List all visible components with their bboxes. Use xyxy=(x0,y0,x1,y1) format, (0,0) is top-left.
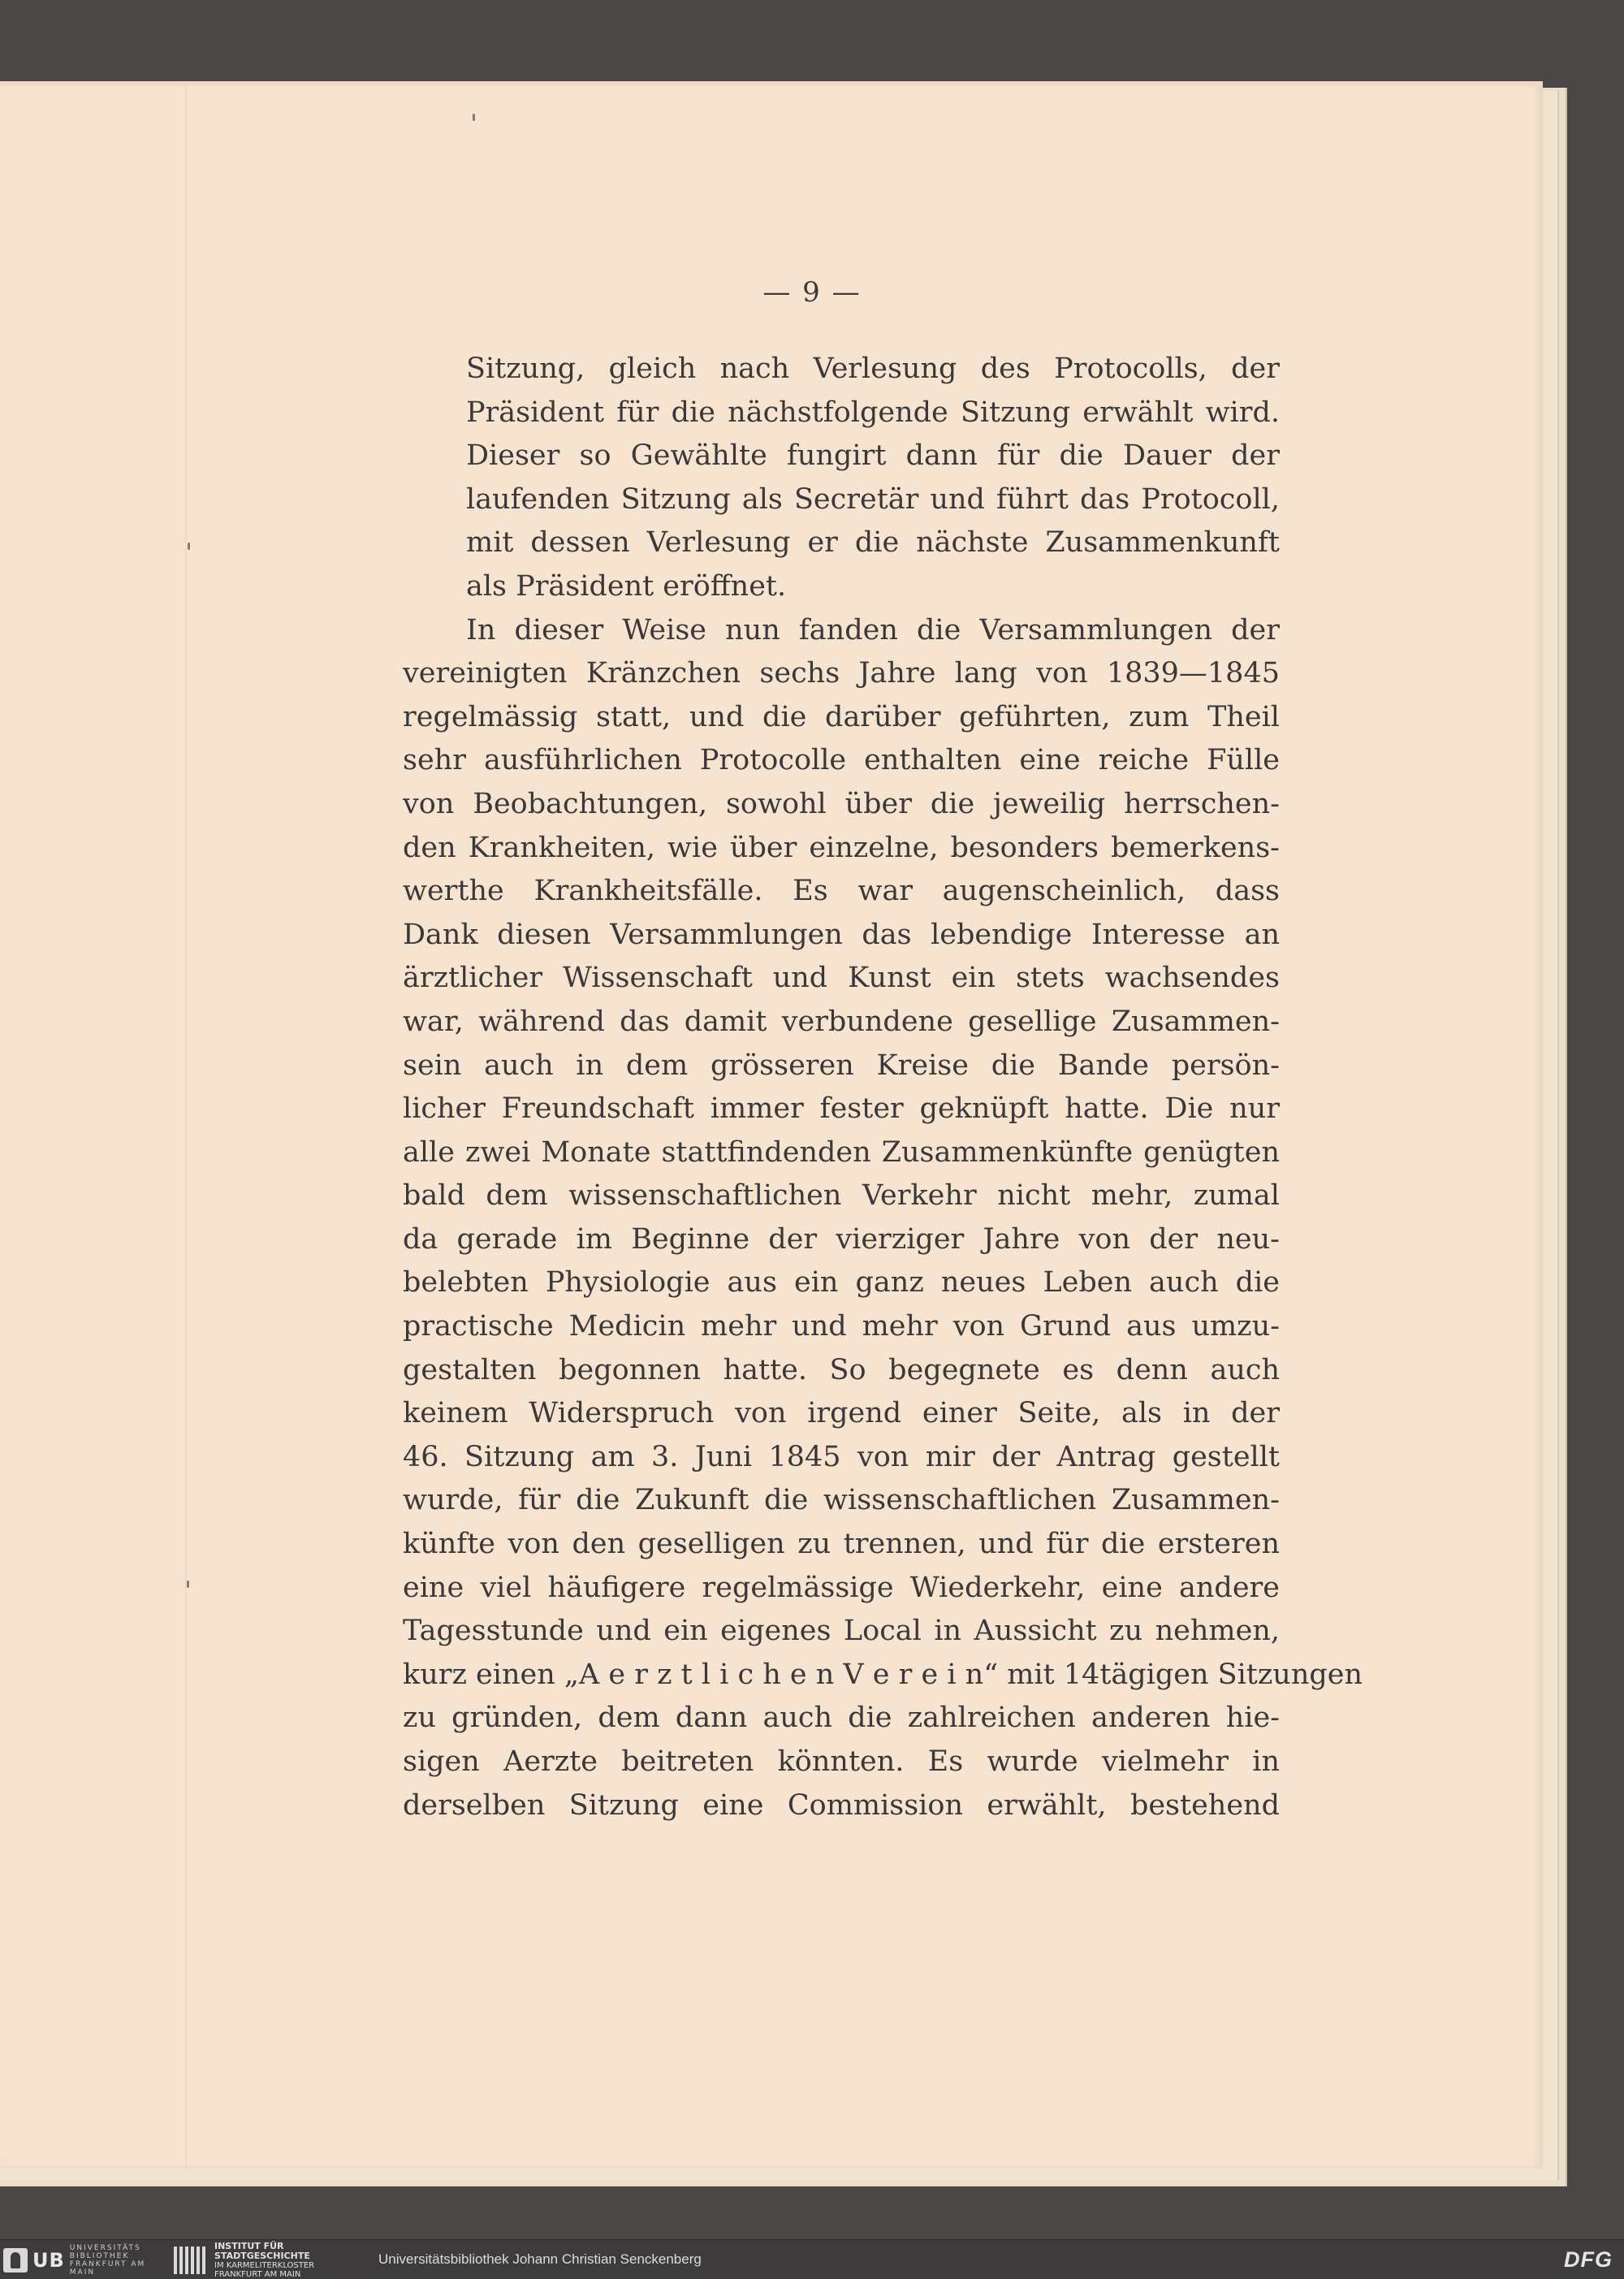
text-line: werthe Krankheitsfälle. Es war augenscheinlich, dass xyxy=(403,875,1280,908)
text-line: gestalten begonnen hatte. So begegnete es denn auch xyxy=(403,1353,1280,1386)
text-line: vereinigten Kränzchen sechs Jahre lang von 1839—1845 xyxy=(403,657,1280,690)
page-top-edge xyxy=(0,81,1543,86)
text-line: alle zwei Monate stattfindenden Zusammenkünfte genügten xyxy=(403,1135,1280,1169)
library-name: Universitätsbibliothek Johann Christian Senckenberg xyxy=(378,2251,702,2267)
ub-logo-subtitle: UNIVERSITÄTS BIBLIOTHEK FRANKFURT AM MAIN xyxy=(69,2244,146,2277)
text-line: Sitzung, gleich nach Verlesung des Protocolls, der xyxy=(466,352,1280,385)
text-line: zu gründen, dem dann auch die zahlreichen anderen hie- xyxy=(403,1702,1280,1735)
text-line: regelmässig statt, und die darüber geführten, zum Theil xyxy=(403,700,1280,733)
text-line: eine viel häufigere regelmässige Wiederkehr, eine andere xyxy=(403,1571,1280,1604)
page-fold xyxy=(185,81,187,2169)
text-line: bald dem wissenschaftlichen Verkehr nicht mehr, zumal xyxy=(403,1179,1280,1213)
text-line: Dank diesen Versammlungen das lebendige Interesse an xyxy=(403,918,1280,951)
text-line: practische Medicin mehr und mehr von Grund aus umzu- xyxy=(403,1310,1280,1343)
text-line: Tagesstunde und ein eigenes Local in Aussicht zu nehmen, xyxy=(403,1615,1280,1648)
text-line: künfte von den geselligen zu trennen, und für die ersteren xyxy=(403,1528,1280,1561)
text-line: mit dessen Verlesung er die nächste Zusammenkunft xyxy=(466,526,1280,560)
text-line: kurz einen „A e r z t l i c h e n V e r e i n“ mit 14tägigen Sitzungen xyxy=(403,1658,1363,1691)
text-line: wurde, für die Zukunft die wissenschaftlichen Zusammen- xyxy=(403,1484,1280,1517)
ub-logo-letters: UB xyxy=(32,2249,65,2272)
ub-logo[interactable] xyxy=(3,2244,159,2277)
text-line: In dieser Weise nun fanden die Versammlungen der xyxy=(466,613,1280,647)
text-line: den Krankheiten, wie über einzelne, besonders bemerkens- xyxy=(403,831,1280,864)
text-line: licher Freundschaft immer fester geknüpft hatte. Die nur xyxy=(403,1092,1280,1126)
text-line: ärztlicher Wissenschaft und Kunst ein stets wachsendes xyxy=(403,962,1280,995)
text-line: sehr ausführlichen Protocolle enthalten eine reiche Fülle xyxy=(403,744,1280,777)
paper-speck xyxy=(187,1581,189,1588)
ub-emblem-icon xyxy=(3,2248,28,2273)
text-line: Präsident für die nächstfolgende Sitzung erwählt wird. xyxy=(466,396,1280,429)
paper-speck xyxy=(473,114,475,121)
dfg-logo[interactable]: DFG xyxy=(1564,2247,1613,2272)
isg-logo[interactable] xyxy=(174,2241,336,2279)
text-line: sein auch in dem grösseren Kreise die Bande persön- xyxy=(403,1049,1280,1082)
isg-logo-subtitle: IM KARMELITERKLOSTER FRANKFURT AM MAIN xyxy=(214,2261,315,2279)
text-line: derselben Sitzung eine Commission erwählt, bestehend xyxy=(403,1788,1280,1822)
isg-emblem-icon xyxy=(174,2247,208,2274)
isg-logo-title: INSTITUT FÜR STADTGESCHICHTE xyxy=(214,2241,310,2261)
text-line: war, während das damit verbundene gesellige Zusammen- xyxy=(403,1005,1280,1038)
isg-logo-text xyxy=(214,2242,336,2279)
text-line: belebten Physiologie aus ein ganz neues Leben auch die xyxy=(403,1266,1280,1300)
body-text xyxy=(403,348,1363,1827)
text-line: Dieser so Gewählte fungirt dann für die Dauer der xyxy=(466,439,1280,473)
text-line: sigen Aerzte beitreten könnten. Es wurde vielmehr in xyxy=(403,1745,1280,1778)
text-line: als Präsident eröffnet. xyxy=(466,569,787,603)
text-line: von Beobachtungen, sowohl über die jeweilig herrschen- xyxy=(403,787,1280,820)
text-line: keinem Widerspruch von irgend einer Seite, als in der xyxy=(403,1397,1280,1430)
viewer-footer-bar xyxy=(0,2239,1624,2279)
paper-speck xyxy=(188,543,190,550)
text-line: laufenden Sitzung als Secretär und führt das Protocoll, xyxy=(466,482,1280,516)
page-number: — 9 — xyxy=(762,276,862,309)
text-line: da gerade im Beginne der vierziger Jahre von der neu- xyxy=(403,1222,1280,1256)
text-line: 46. Sitzung am 3. Juni 1845 von mir der Antrag gestellt xyxy=(403,1440,1280,1473)
